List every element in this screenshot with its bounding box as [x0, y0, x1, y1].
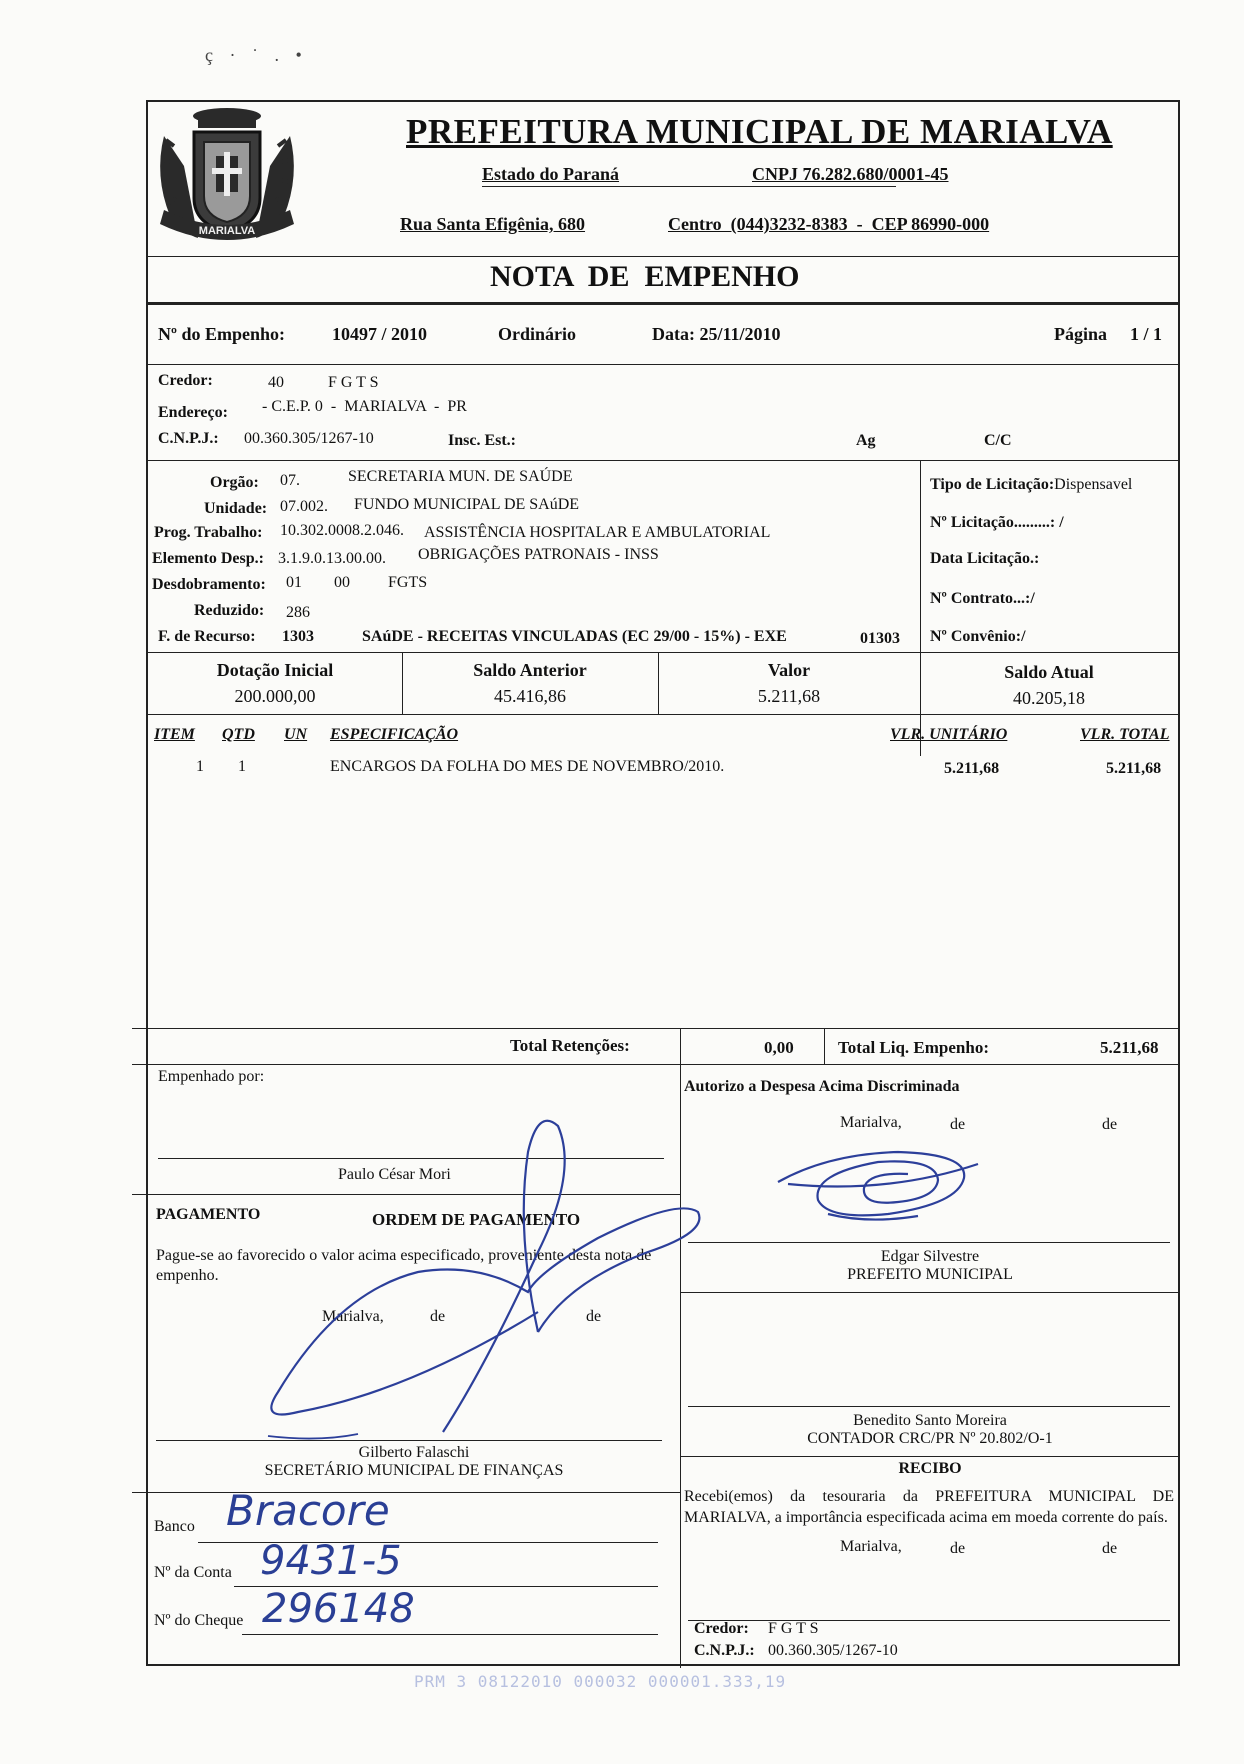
- total-retencoes-label: Total Retenções:: [510, 1036, 630, 1055]
- credor-name: F G T S: [328, 374, 379, 391]
- valor-label: Valor: [767, 660, 811, 680]
- document-title: NOTA DE EMPENHO: [490, 260, 800, 293]
- ag-label: Ag: [856, 432, 876, 449]
- prog-trabalho-label: Prog. Trabalho:: [154, 524, 263, 541]
- row-qtd: 1: [238, 758, 246, 775]
- unidade-label: Unidade:: [204, 500, 268, 517]
- col-header-especificacao: ESPECIFICAÇÃO: [330, 726, 459, 743]
- prog-trabalho-code: 10.302.0008.2.046.: [280, 522, 404, 539]
- contador-cargo: CONTADOR CRC/PR Nº 20.802/O-1: [807, 1430, 1053, 1447]
- autorizo-de2: de: [1102, 1116, 1118, 1133]
- recibo-credor-label: Credor:: [694, 1620, 749, 1637]
- numero-cheque-label: Nº do Cheque: [154, 1612, 244, 1629]
- elemento-label: Elemento Desp.:: [152, 550, 264, 567]
- empenho-number: 10497 / 2010: [332, 324, 428, 344]
- recibo-de1: de: [950, 1540, 966, 1557]
- orgao-label: Orgão:: [210, 474, 259, 491]
- autorizo-assinante: Edgar Silvestre: [880, 1248, 980, 1265]
- insc-est-label: Insc. Est.:: [448, 432, 517, 449]
- total-retencoes-value: 0,00: [764, 1038, 794, 1057]
- banco-value-handwritten: Bracore: [226, 1486, 390, 1535]
- recibo-credor-value: F G T S: [768, 1620, 819, 1637]
- recibo-cnpj-value: 00.360.305/1267-10: [768, 1642, 898, 1659]
- tipo-licitacao-label-text: Tipo de Licitação:: [930, 476, 1055, 493]
- row-especificacao: ENCARGOS DA FOLHA DO MES DE NOVEMBRO/2010.: [330, 758, 725, 775]
- autorizo-local: Marialva,: [840, 1114, 902, 1131]
- autorizo-de1: de: [950, 1116, 966, 1133]
- recibo-de2: de: [1102, 1540, 1118, 1557]
- pagamento-local: Marialva,: [322, 1308, 384, 1325]
- prog-trabalho-name: ASSISTÊNCIA HOSPITALAR E AMBULATORIAL: [424, 524, 771, 541]
- desdobramento-label: Desdobramento:: [152, 576, 266, 593]
- signature-paulo-gilberto: [238, 1112, 708, 1442]
- scan-marks-top: ç · ˙ . •: [205, 45, 308, 65]
- endereco-value: - C.E.P. 0 - MARIALVA - PR: [262, 398, 467, 415]
- page-number: 1 / 1: [1130, 324, 1163, 344]
- bottom-stamp-faint: PRM 3 08122010 000032 000001.333,19: [414, 1672, 787, 1691]
- orgao-code: 07.: [280, 472, 300, 489]
- unidade-name: FUNDO MUNICIPAL DE SAúDE: [354, 496, 580, 513]
- empenho-type: Ordinário: [498, 324, 577, 344]
- pagamento-assinante: Gilberto Falaschi: [358, 1444, 470, 1461]
- col-header-item: ITEM: [154, 726, 195, 743]
- numero-conta-label: Nº da Conta: [154, 1564, 232, 1581]
- endereco-label: Endereço:: [158, 404, 228, 421]
- recibo-title: RECIBO: [898, 1460, 962, 1477]
- tipo-licitacao-value: Dispensavel: [1054, 476, 1133, 493]
- fonte-recurso-label: F. de Recurso:: [158, 628, 256, 645]
- col-header-vlr-unitario: VLR. UNITÁRIO: [890, 726, 1008, 743]
- header-title: PREFEITURA MUNICIPAL DE MARIALVA: [406, 112, 1113, 151]
- valor-value: 5.211,68: [757, 686, 821, 706]
- reduzido-value: 286: [286, 604, 310, 621]
- dotacao-inicial-label: Dotação Inicial: [216, 660, 334, 680]
- header-cnpj: CNPJ 76.282.680/0001-45: [752, 164, 949, 184]
- recibo-cnpj-label: C.N.P.J.:: [694, 1642, 755, 1659]
- header-address-centro: Centro (044)3232-8383 - CEP 86990-000: [668, 214, 990, 234]
- saldo-atual-value: 40.205,18: [1013, 688, 1085, 708]
- data-licitacao: Data Licitação.:: [930, 550, 1040, 567]
- numero-conta-value-handwritten: 9431-5: [260, 1538, 402, 1584]
- pagamento-de2: de: [586, 1308, 602, 1325]
- header-address: Rua Santa Efigênia, 680: [400, 214, 586, 234]
- ordem-pagamento-title: ORDEM DE PAGAMENTO: [372, 1210, 581, 1229]
- pagamento-de1: de: [430, 1308, 446, 1325]
- banco-label: Banco: [154, 1518, 195, 1535]
- empenho-date: Data: 25/11/2010: [652, 324, 781, 344]
- cnpj-label: C.N.P.J.:: [158, 430, 219, 447]
- empenho-number-label: Nº do Empenho:: [158, 324, 285, 344]
- col-header-vlr-total: VLR. TOTAL: [1080, 726, 1170, 743]
- total-liquido-label: Total Liq. Empenho:: [838, 1038, 989, 1057]
- row-item: 1: [196, 758, 204, 775]
- empenhado-por-nome: Paulo César Mori: [338, 1166, 451, 1183]
- contador-assinante: Benedito Santo Moreira: [853, 1412, 1007, 1429]
- col-header-un: UN: [284, 726, 308, 743]
- pagamento-cargo: SECRETÁRIO MUNICIPAL DE FINANÇAS: [264, 1462, 564, 1479]
- cc-label: C/C: [984, 432, 1012, 449]
- tipo-licitacao-label: [930, 476, 1132, 494]
- numero-cheque-value-handwritten: 296148: [262, 1586, 415, 1632]
- fonte-recurso-code: 1303: [282, 628, 314, 645]
- desdobramento-name: FGTS: [388, 574, 428, 591]
- recibo-local: Marialva,: [840, 1538, 902, 1555]
- desdobramento-code: 01: [286, 574, 302, 591]
- header-state: Estado do Paraná: [482, 164, 620, 184]
- credor-label: Credor:: [158, 372, 213, 389]
- row-vlr-unitario: 5.211,68: [944, 760, 1000, 777]
- elemento-code: 3.1.9.0.13.00.00.: [278, 550, 386, 567]
- saldo-anterior-value: 45.416,86: [494, 686, 566, 706]
- numero-contrato: Nº Contrato...:/: [930, 590, 1035, 607]
- reduzido-label: Reduzido:: [194, 602, 265, 619]
- desdobramento-code2: 00: [334, 574, 350, 591]
- unidade-code: 07.002.: [280, 498, 328, 515]
- empenho-form: [146, 100, 1180, 1666]
- numero-licitacao: Nº Licitação.........: /: [930, 514, 1064, 531]
- signature-edgar: [768, 1124, 988, 1234]
- fonte-recurso-code2: 01303: [860, 630, 900, 647]
- saldo-anterior-label: Saldo Anterior: [473, 660, 587, 680]
- recibo-texto: Recebi(emos) da tesouraria da PREFEITURA MUNICIPAL DE MARIALVA, a importância especificada acima em moeda corrente do país.: [684, 1488, 1174, 1526]
- cnpj-value: 00.360.305/1267-10: [244, 430, 374, 447]
- crest-banner-text: MARIALVA: [198, 225, 256, 237]
- col-header-qtd: QTD: [222, 726, 255, 743]
- autorizo-label: Autorizo a Despesa Acima Discriminada: [684, 1078, 960, 1095]
- pagamento-label: PAGAMENTO: [156, 1206, 261, 1223]
- dotacao-inicial-value: 200.000,00: [234, 686, 316, 706]
- saldo-atual-label: Saldo Atual: [1004, 662, 1094, 682]
- row-vlr-total: 5.211,68: [1106, 760, 1162, 777]
- fonte-recurso-name: SAúDE - RECEITAS VINCULADAS (EC 29/00 - 15%) - EXE: [362, 628, 787, 645]
- empenhado-por-label: Empenhado por:: [158, 1068, 265, 1085]
- pagamento-texto: Pague-se ao favorecido o valor acima especificado, proveniente desta nota de empenho.: [156, 1247, 652, 1284]
- autorizo-cargo: PREFEITO MUNICIPAL: [847, 1266, 1013, 1283]
- orgao-name: SECRETARIA MUN. DE SAÚDE: [348, 468, 573, 485]
- page-label: Página: [1054, 324, 1108, 344]
- municipal-crest-logo: [154, 106, 300, 254]
- numero-convenio: Nº Convênio:/: [930, 628, 1026, 645]
- elemento-name: OBRIGAÇÕES PATRONAIS - INSS: [418, 546, 659, 563]
- total-liquido-value: 5.211,68: [1100, 1038, 1159, 1057]
- credor-code: 40: [268, 374, 284, 391]
